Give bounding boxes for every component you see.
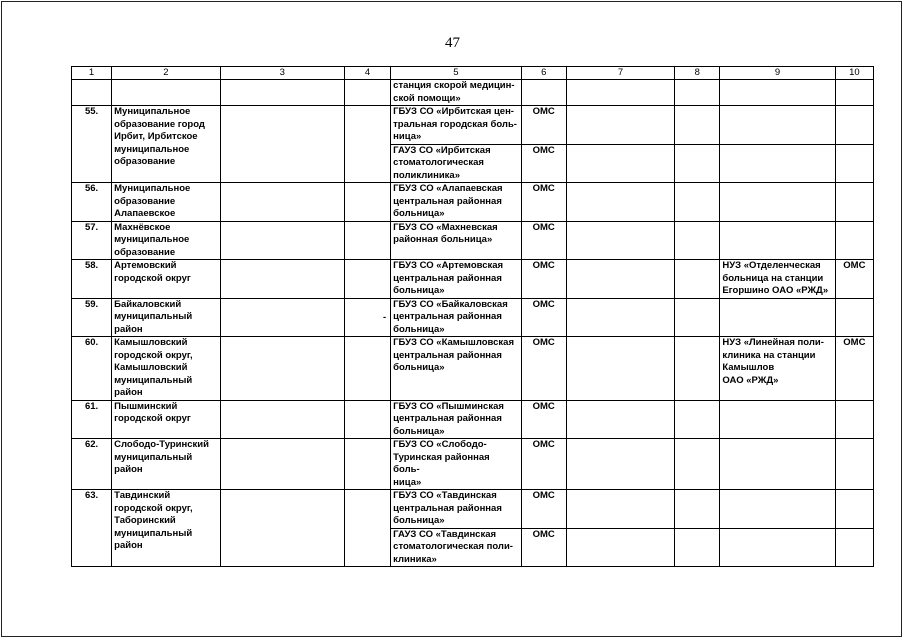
empty-cell [675,80,720,106]
column-header: 9 [720,67,835,80]
empty-cell [566,183,674,222]
dash-cell [344,298,390,337]
empty-cell [675,439,720,490]
empty-cell [675,260,720,299]
row-number: 63. [72,490,112,567]
empty-cell [220,260,344,299]
dash-mark: - [382,311,387,323]
other-institution-cell [720,106,835,145]
empty-cell [566,106,674,145]
institution-cell: ГБУЗ СО «Камышловская центральная районная больница» [391,337,521,401]
empty-cell [344,221,390,260]
municipality-cell [112,80,220,106]
row-number: 57. [72,221,112,260]
other-funding-cell: ОМС [835,260,873,299]
municipality-text-part2: муниципальное образование [114,143,190,167]
empty-cell [566,439,674,490]
empty-cell [566,144,674,183]
other-funding-cell [835,528,873,567]
other-institution-cell [720,298,835,337]
empty-cell [675,400,720,439]
table-row [72,183,874,222]
funding-cell: ОМС [521,221,566,260]
empty-cell [675,144,720,183]
row-number: 59. [72,298,112,337]
other-institution-cell: НУЗ «Отделенческая больница на станции Егоршино ОАО «РЖД» [720,260,835,299]
empty-cell [566,337,674,401]
empty-cell [344,106,390,183]
empty-cell [566,298,674,337]
funding-cell: ОМС [521,528,566,567]
institution-cell: ГБУЗ СО «Артемовская центральная районная больница» [391,260,521,299]
empty-cell [675,183,720,222]
other-institution-cell [720,221,835,260]
other-funding-cell [835,490,873,529]
institution-cell: ГАУЗ СО «Тавдинская стоматологическая поли- клиника» [391,528,521,567]
other-funding-cell [835,183,873,222]
empty-cell [220,490,344,567]
table-row [72,106,874,145]
other-institution-cell [720,400,835,439]
empty-cell [220,337,344,401]
funding-cell: ОМС [521,144,566,183]
other-institution-cell [720,80,835,106]
other-funding-cell: ОМС [835,337,873,401]
municipality-text-part1: Муниципальное образование город Ирбит, Ирбитское [114,106,205,142]
data-table [71,66,874,567]
other-institution-cell [720,144,835,183]
column-header: 2 [112,67,220,80]
empty-cell [220,439,344,490]
other-institution-cell [720,490,835,529]
empty-cell [344,439,390,490]
column-header: 3 [220,67,344,80]
other-funding-cell [835,106,873,145]
other-funding-cell [835,221,873,260]
table-row [72,439,874,490]
empty-cell [220,183,344,222]
empty-cell [675,490,720,529]
empty-cell [566,490,674,529]
funding-cell: ОМС [521,260,566,299]
institution-cell: ГБУЗ СО «Тавдинская центральная районная больница» [391,490,521,529]
empty-cell [220,400,344,439]
empty-cell [344,400,390,439]
row-number: 55. [72,106,112,183]
empty-cell [566,80,674,106]
row-number: 60. [72,337,112,401]
municipality-cell [112,490,220,567]
empty-cell [675,106,720,145]
row-number: 61. [72,400,112,439]
empty-cell [344,183,390,222]
row-number: 56. [72,183,112,222]
column-header: 5 [391,67,521,80]
other-institution-cell [720,439,835,490]
empty-cell [675,337,720,401]
municipality-cell: Камышловский городской округ, Камышловский муниципальный район [112,337,220,401]
institution-cell: станция скорой медицин- ской помощи» [391,80,521,106]
institution-cell: ГАУЗ СО «Ирбитская стоматологическая поликлиника» [391,144,521,183]
column-header: 8 [675,67,720,80]
other-funding-cell [835,80,873,106]
other-institution-cell [720,528,835,567]
table-row [72,490,874,529]
row-number [72,80,112,106]
funding-cell [521,80,566,106]
other-institution-cell: НУЗ «Линейная поли- клиника на станции Камышлов ОАО «РЖД» [720,337,835,401]
institution-cell: ГБУЗ СО «Слободо- Туринская районная боль- ница» [391,439,521,490]
other-funding-cell [835,400,873,439]
municipality-text-part2: муниципальный район [114,527,193,551]
header-row [72,67,874,80]
other-funding-cell [835,298,873,337]
empty-cell [675,298,720,337]
row-number: 58. [72,260,112,299]
row-number: 62. [72,439,112,490]
municipality-cell: Махнёвское муниципальное образование [112,221,220,260]
empty-cell [220,221,344,260]
municipality-text-part1: Тавдинский городской округ, Таборинский [114,490,193,526]
municipality-cell: Байкаловский муниципальный район [112,298,220,337]
funding-cell: ОМС [521,106,566,145]
column-header: 7 [566,67,674,80]
empty-cell [220,298,344,337]
funding-cell: ОМС [521,490,566,529]
table-row [72,400,874,439]
empty-cell [566,221,674,260]
column-header: 6 [521,67,566,80]
page-number: 47 [445,35,460,51]
institution-cell: ГБУЗ СО «Байкаловская центральная районная больница» [391,298,521,337]
column-header: 10 [835,67,873,80]
municipality-cell: Муниципальное образование Алапаевское [112,183,220,222]
empty-cell [566,400,674,439]
funding-cell: ОМС [521,183,566,222]
funding-cell: ОМС [521,337,566,401]
empty-cell [220,106,344,183]
funding-cell: ОМС [521,298,566,337]
empty-cell [344,80,390,106]
other-funding-cell [835,144,873,183]
other-funding-cell [835,439,873,490]
empty-cell [344,337,390,401]
table-row [72,298,874,337]
empty-cell [675,528,720,567]
table-row [72,337,874,401]
column-header: 1 [72,67,112,80]
funding-cell: ОМС [521,400,566,439]
empty-cell [344,260,390,299]
funding-cell: ОМС [521,439,566,490]
table-row [72,221,874,260]
institution-cell: ГБУЗ СО «Ирбитская цен- тральная городская боль- ница» [391,106,521,145]
table-row [72,260,874,299]
empty-cell [220,80,344,106]
institution-cell: ГБУЗ СО «Пышминская центральная районная больница» [391,400,521,439]
empty-cell [566,528,674,567]
empty-cell [344,490,390,567]
table-row [72,80,874,106]
other-institution-cell [720,183,835,222]
municipality-cell: Пышминский городской округ [112,400,220,439]
municipality-cell [112,106,220,183]
municipality-cell: Слободо-Туринский муниципальный район [112,439,220,490]
empty-cell [566,260,674,299]
column-header: 4 [344,67,390,80]
empty-cell [675,221,720,260]
institution-cell: ГБУЗ СО «Алапаевская центральная районная больница» [391,183,521,222]
municipality-cell: Артемовский городской округ [112,260,220,299]
institution-cell: ГБУЗ СО «Махневская районная больница» [391,221,521,260]
